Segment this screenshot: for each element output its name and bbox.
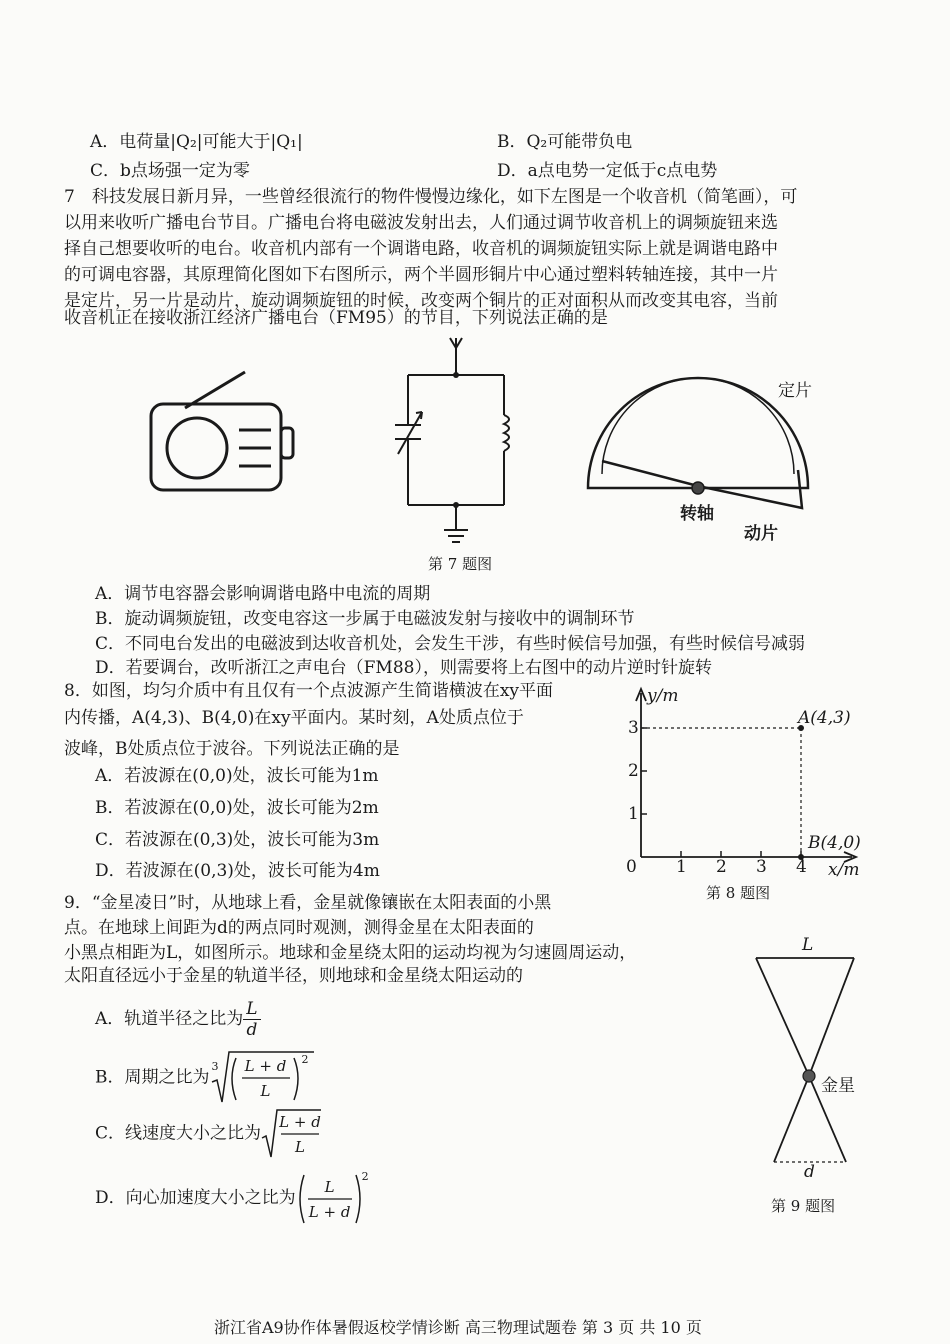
q9-option-b-text: B．周期之比为 xyxy=(95,1067,210,1088)
q8-stem-line-1: 8．如图，均匀介质中有且仅有一个点波源产生简谐横波在xy平面 xyxy=(64,681,554,701)
q7-stem-line-3: 择自己想要收听的电台。收音机内部有一个调谐电路，收音机的调频旋钮实际上就是调谐电路中 xyxy=(64,239,778,259)
q9-option-d-text: D．向心加速度大小之比为 xyxy=(95,1188,296,1208)
fraction-d-numerator: L xyxy=(324,1177,335,1196)
figure-7-caption: 第 7 题图 xyxy=(428,555,493,573)
q8-option-b: B．若波源在(0,0)处，波长可能为2m xyxy=(95,798,379,818)
squared-fraction-expression xyxy=(296,1171,370,1227)
root-index: 3 xyxy=(211,1060,219,1073)
radio-figure xyxy=(145,368,305,498)
x-tick-1: 1 xyxy=(676,857,687,877)
y-tick-2: 2 xyxy=(628,761,639,781)
fraction-d-denominator: L + d xyxy=(308,1202,351,1221)
q9-stem-line-2: 点。在地球上间距为d的两点同时观测，测得金星在太阳表面的 xyxy=(64,918,534,938)
fraction-c-denominator: L xyxy=(295,1138,305,1156)
tuning-circuit-figure xyxy=(390,330,520,555)
x-axis-label: x/m xyxy=(828,860,860,880)
venus-transit-figure xyxy=(750,950,870,1170)
x-tick-4: 4 xyxy=(796,857,807,877)
exponent-2-b: 2 xyxy=(301,1053,309,1066)
q9-option-c xyxy=(95,1108,323,1160)
q6-option-c: C．b点场强一定为零 xyxy=(90,161,250,181)
q9-option-a-text: A．轨道半径之比为 xyxy=(95,1009,244,1029)
q8-stem-line-3: 波峰，B处质点位于波谷。下列说法正确的是 xyxy=(64,739,400,759)
q6-option-a: A．电荷量|Q₂|可能大于|Q₁| xyxy=(90,132,303,152)
q7-option-a: A．调节电容器会影响调谐电路中电流的周期 xyxy=(95,584,431,604)
fraction-b-denominator: L xyxy=(260,1082,271,1100)
q8-option-a: A．若波源在(0,0)处，波长可能为1m xyxy=(95,766,379,786)
q8-option-c: C．若波源在(0,3)处，波长可能为3m xyxy=(95,830,380,850)
q7-stem-line-2: 以用来收听广播电台节目。广播电台将电磁波发射出去，人们通过调节收音机上的调频旋钮来选 xyxy=(64,213,778,233)
square-root-expression xyxy=(261,1108,323,1160)
q8-stem-line-2: 内传播，A(4,3)、B(4,0)在xy平面内。某时刻，A处质点位于 xyxy=(64,708,524,728)
q6-option-d: D．a点电势一定低于c点电势 xyxy=(497,161,718,181)
fraction-c-numerator: L + d xyxy=(279,1113,321,1131)
q9-option-b xyxy=(95,1050,316,1106)
q7-option-d: D．若要调台，改听浙江之声电台（FM88），则需要将上右图中的动片逆时针旋转 xyxy=(95,658,712,678)
y-axis-label: y/m xyxy=(647,686,679,706)
q7-stem-line-1: 7 科技发展日新月异，一些曾经很流行的物件慢慢边缘化，如下左图是一个收音机（简笔画），可 xyxy=(64,187,798,207)
q9-option-d xyxy=(95,1170,370,1227)
exponent-2-d: 2 xyxy=(361,1169,369,1183)
distance-d-label: d xyxy=(804,1162,815,1182)
q8-option-d: D．若波源在(0,3)处，波长可能为4m xyxy=(95,861,380,881)
length-l-label: L xyxy=(802,935,814,955)
label-fixed-plate: 定片 xyxy=(778,381,812,401)
q9-option-a xyxy=(95,997,261,1041)
fraction-a-numerator: L xyxy=(243,999,260,1020)
fraction-a-denominator: d xyxy=(246,1020,258,1040)
fraction-b-numerator: L + d xyxy=(244,1057,287,1075)
q7-option-c: C．不同电台发出的电磁波到达收音机处，会发生干涉，有些时候信号加强，有些时候信号减弱 xyxy=(95,634,806,654)
q9-stem-line-1: 9．“金星凌日”时，从地球上看，金星就像镶嵌在太阳表面的小黑 xyxy=(64,893,552,913)
x-tick-2: 2 xyxy=(716,857,727,877)
figure-8-caption: 第 8 题图 xyxy=(706,884,771,902)
q7-option-b: B．旋动调频旋钮，改变电容这一步属于电磁波发射与接收中的调制环节 xyxy=(95,609,635,629)
q9-option-c-text: C．线速度大小之比为 xyxy=(95,1123,262,1144)
point-a-label: A(4,3) xyxy=(798,708,851,728)
label-moving-plate: 动片 xyxy=(744,524,778,544)
y-tick-3: 3 xyxy=(628,718,639,738)
venus-label: 金星 xyxy=(821,1076,855,1096)
figure-9-caption: 第 9 题图 xyxy=(771,1197,836,1215)
q9-stem-line-3: 小黑点相距为L，如图所示。地球和金星绕太阳的运动均视为匀速圆周运动， xyxy=(64,943,637,963)
q7-stem-line-5: 是定片，另一片是动片，旋动调频旋钮的时候，改变两个铜片的正对面积从而改变其电容，当前 xyxy=(64,291,778,311)
q6-option-b: B．Q₂可能带负电 xyxy=(497,132,633,152)
q7-stem-line-4: 的可调电容器，其原理简化图如下右图所示，两个半圆形铜片中心通过塑料转轴连接，其中一片 xyxy=(64,265,778,285)
x-tick-3: 3 xyxy=(756,857,767,877)
page-footer: 浙江省A9协作体暑假返校学情诊断 高三物理试题卷 第 3 页 共 10 页 xyxy=(214,1318,702,1337)
cube-root-expression xyxy=(210,1050,316,1106)
origin-label: 0 xyxy=(626,857,637,877)
y-tick-1: 1 xyxy=(628,804,639,824)
point-b-label: B(4,0) xyxy=(808,833,861,853)
label-rotation-axis: 转轴 xyxy=(680,504,714,524)
q7-stem-line-6: 收音机正在接收浙江经济广播电台（FM95）的节目，下列说法正确的是 xyxy=(64,308,608,328)
fraction-l-over-d xyxy=(243,999,260,1040)
q9-stem-line-4: 太阳直径远小于金星的轨道半径，则地球和金星绕太阳运动的 xyxy=(64,966,523,986)
